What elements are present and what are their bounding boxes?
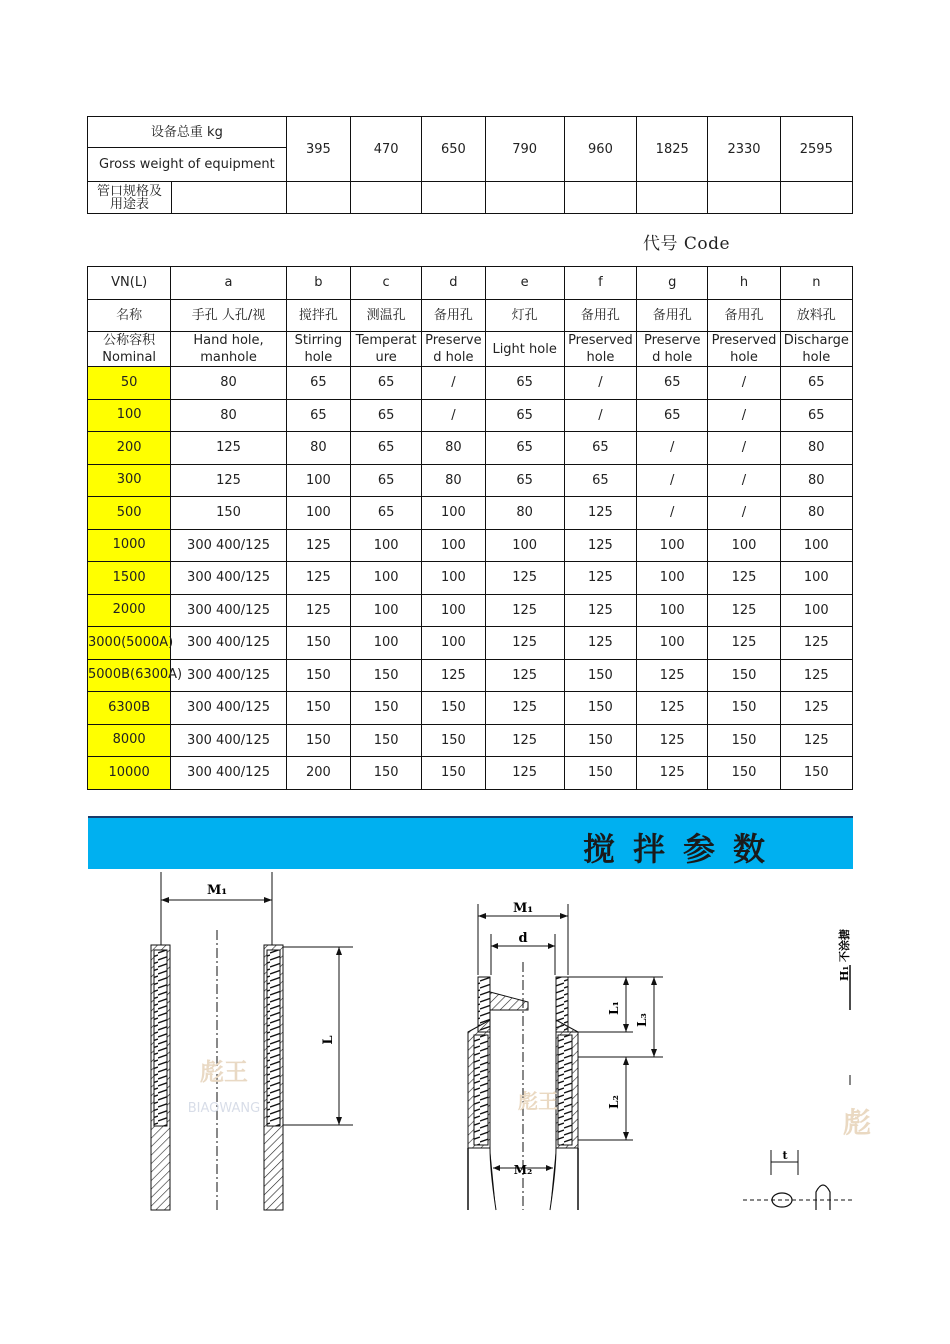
table-cell: 125 (286, 594, 350, 627)
empty-cell (708, 182, 780, 214)
table-cell: 125 (780, 659, 852, 692)
name-en-line: Preserved (711, 333, 777, 348)
table-row (88, 659, 853, 692)
table-row (88, 529, 853, 562)
code-cell: g (637, 267, 708, 300)
table-cell: 100 (286, 497, 350, 530)
table-cell: 65 (564, 432, 636, 465)
table-cell: 125 (485, 594, 564, 627)
nominal-volume-cell: 10000 (88, 757, 171, 790)
name-en-line: ure (375, 350, 397, 365)
name-cn-cell: 备用孔 (637, 299, 708, 332)
table-cell: 125 (780, 692, 852, 725)
name-cn-row (88, 299, 853, 332)
table-cell: 150 (422, 692, 485, 725)
code-cell: e (485, 267, 564, 300)
table-cell: 100 (637, 594, 708, 627)
name-en-cell (171, 332, 286, 367)
table-cell: 100 (637, 562, 708, 595)
weight-value: 470 (351, 117, 422, 182)
code-cell: a (171, 267, 286, 300)
table-row (88, 497, 853, 530)
name-cn-cell: 备用孔 (708, 299, 780, 332)
table-cell: 65 (351, 464, 422, 497)
weight-label-cn: 设备总重 kg (88, 117, 287, 148)
drawing-right-partial (743, 929, 871, 1210)
table-cell: 125 (708, 594, 780, 627)
table-cell: 150 (351, 757, 422, 790)
table-row (88, 432, 853, 465)
weight-value: 790 (485, 117, 564, 182)
table-cell: 200 (286, 757, 350, 790)
name-en-cell (708, 332, 780, 367)
table-cell: / (708, 432, 780, 465)
name-en-line: Temperat (355, 333, 417, 348)
name-en-line: Preserve (643, 333, 701, 348)
table-cell: 80 (422, 432, 485, 465)
table-cell: 125 (637, 757, 708, 790)
name-en-row (88, 332, 853, 367)
nominal-volume-cell: 1000 (88, 529, 171, 562)
empty-cell (780, 182, 852, 214)
table-cell: 150 (286, 724, 350, 757)
name-en-line: Hand hole, (193, 333, 264, 348)
table-cell: 150 (564, 724, 636, 757)
table-cell: 125 (171, 432, 286, 465)
name-en-line: d hole (433, 350, 474, 365)
table-cell: 125 (485, 692, 564, 725)
table-row (88, 724, 853, 757)
label-l1: L₁ (607, 1001, 621, 1015)
name-cn-cell: 灯孔 (485, 299, 564, 332)
table-cell: 65 (286, 399, 350, 432)
table-cell: 300 400/125 (171, 562, 286, 595)
nominal-volume-cell: 200 (88, 432, 171, 465)
table-cell: 100 (637, 529, 708, 562)
table-cell: 125 (637, 659, 708, 692)
nominal-volume-cell: 3000(5000A) (88, 627, 171, 660)
table-cell: 100 (351, 627, 422, 660)
code-cell: f (564, 267, 636, 300)
table-cell: 65 (351, 432, 422, 465)
table-cell: 125 (485, 757, 564, 790)
code-cell: h (708, 267, 780, 300)
table-cell: 100 (780, 562, 852, 595)
name-en-cell (564, 332, 636, 367)
name-en-line: hole (730, 350, 758, 365)
name-cn-cell: 测温孔 (351, 299, 422, 332)
table-cell: / (422, 367, 485, 400)
table-cell: 80 (286, 432, 350, 465)
table-row (88, 692, 853, 725)
empty-cell (422, 182, 485, 214)
table-cell: 150 (286, 627, 350, 660)
table-cell: 125 (286, 529, 350, 562)
weight-value: 395 (286, 117, 350, 182)
name-en-line: manhole (200, 350, 257, 365)
table-cell: 300 400/125 (171, 594, 286, 627)
table-cell: 80 (780, 432, 852, 465)
table-cell: 125 (485, 659, 564, 692)
weight-value: 650 (422, 117, 485, 182)
table-cell: / (708, 367, 780, 400)
empty-cell (286, 182, 350, 214)
name-cn-cell: 备用孔 (422, 299, 485, 332)
empty-cell (564, 182, 636, 214)
table-cell: 150 (422, 724, 485, 757)
table-row (88, 464, 853, 497)
table-cell: 65 (485, 367, 564, 400)
table-cell: 150 (708, 659, 780, 692)
label-h1: H₁ 不涂搪 (838, 928, 851, 982)
table-cell: 150 (171, 497, 286, 530)
table-cell: 100 (780, 529, 852, 562)
name-en-line: Light hole (492, 341, 557, 357)
name-en-line: hole (304, 350, 333, 365)
name-en-line: Stirring (294, 333, 343, 348)
code-cell: n (780, 267, 852, 300)
table-cell: 80 (422, 464, 485, 497)
name-cn-cell: 名称 (88, 299, 171, 332)
table-cell: / (637, 432, 708, 465)
nominal-volume-cell: 6300B (88, 692, 171, 725)
watermark: 彪王 (200, 1058, 248, 1086)
table-cell: 150 (780, 757, 852, 790)
table-cell: / (637, 497, 708, 530)
name-en-line: Nominal (102, 350, 157, 365)
name-en-line: Preserved (568, 333, 633, 348)
nozzle-table-body (88, 267, 853, 790)
table-cell: 125 (637, 724, 708, 757)
table-cell: 150 (351, 724, 422, 757)
table-cell: 100 (708, 529, 780, 562)
table-row (88, 627, 853, 660)
code-label: 代号 Code (643, 234, 731, 254)
table-row (88, 562, 853, 595)
table-cell: 65 (485, 464, 564, 497)
table-cell: 300 400/125 (171, 529, 286, 562)
table-cell: / (422, 399, 485, 432)
name-en-line: Discharge (783, 333, 849, 348)
table-cell: 65 (485, 432, 564, 465)
table-cell: 100 (422, 594, 485, 627)
table-cell: 125 (422, 659, 485, 692)
nominal-volume-cell: 2000 (88, 594, 171, 627)
table-cell: 150 (708, 757, 780, 790)
table-cell: / (637, 464, 708, 497)
nominal-volume-cell: 50 (88, 367, 171, 400)
table-cell: 65 (780, 367, 852, 400)
svg-text:彪: 彪 (843, 1106, 872, 1139)
nozzle-spec-line2: 用途表 (109, 196, 149, 212)
name-cn-cell: 备用孔 (564, 299, 636, 332)
table-cell: 150 (286, 692, 350, 725)
table-cell: 125 (564, 594, 636, 627)
label-d: d (518, 931, 528, 946)
table-cell: 300 400/125 (171, 692, 286, 725)
empty-cell (637, 182, 708, 214)
nominal-volume-cell: 500 (88, 497, 171, 530)
code-row (88, 267, 853, 300)
table-cell: 150 (564, 757, 636, 790)
table-cell: 65 (485, 399, 564, 432)
nominal-volume-cell: 100 (88, 399, 171, 432)
table-cell: 65 (780, 399, 852, 432)
table-cell: 80 (485, 497, 564, 530)
table-cell: 100 (485, 529, 564, 562)
drawing-left (151, 872, 353, 1210)
table-cell: 100 (780, 594, 852, 627)
weight-table (87, 116, 853, 214)
table-cell: 125 (564, 529, 636, 562)
table-cell: 125 (485, 627, 564, 660)
name-en-cell (88, 332, 171, 367)
empty-cell (485, 182, 564, 214)
table-cell: 150 (286, 659, 350, 692)
table-cell: 125 (780, 627, 852, 660)
table-cell: 65 (286, 367, 350, 400)
table-cell: 125 (485, 562, 564, 595)
table-cell: 100 (422, 497, 485, 530)
code-cell: c (351, 267, 422, 300)
name-en-cell (351, 332, 422, 367)
table-cell: 100 (351, 562, 422, 595)
name-en-cell (637, 332, 708, 367)
name-cn-cell: 放料孔 (780, 299, 852, 332)
code-cell: b (286, 267, 350, 300)
table-cell: / (564, 399, 636, 432)
label-l: L (321, 1035, 336, 1045)
weight-value: 1825 (637, 117, 708, 182)
table-row (88, 399, 853, 432)
table-cell: 300 400/125 (171, 724, 286, 757)
table-cell: 300 400/125 (171, 627, 286, 660)
table-cell: 80 (171, 367, 286, 400)
label-m2: M₂ (513, 1163, 533, 1177)
weight-value: 2330 (708, 117, 780, 182)
name-en-line: Preserve (425, 333, 482, 348)
label-l3: L₃ (635, 1013, 649, 1027)
table-cell: 125 (286, 562, 350, 595)
table-cell: 125 (564, 562, 636, 595)
label-m1b: M₁ (512, 901, 534, 916)
table-cell: / (708, 497, 780, 530)
name-en-line: hole (802, 350, 831, 365)
table-cell: 80 (780, 497, 852, 530)
name-en-line: hole (586, 350, 615, 365)
watermark-en: BIAOWANG (187, 1101, 261, 1116)
table-cell: 125 (564, 627, 636, 660)
label-t: t (782, 1149, 788, 1162)
table-row (88, 594, 853, 627)
table-cell: 300 400/125 (171, 757, 286, 790)
table-cell: 100 (286, 464, 350, 497)
table-cell: / (708, 464, 780, 497)
nominal-volume-cell: 5000B(6300A) (88, 659, 171, 692)
nozzle-spec-label (88, 182, 287, 214)
name-en-line: 公称容积 (103, 333, 156, 348)
name-en-cell (780, 332, 852, 367)
table-cell: 150 (351, 692, 422, 725)
table-cell: 65 (351, 399, 422, 432)
table-cell: 150 (422, 757, 485, 790)
table-cell: 80 (780, 464, 852, 497)
table-cell: / (708, 399, 780, 432)
name-cn-cell: 手孔 人孔/视 (171, 299, 286, 332)
nominal-volume-cell: 8000 (88, 724, 171, 757)
code-cell: d (422, 267, 485, 300)
table-cell: 125 (564, 497, 636, 530)
label-l2: L₂ (607, 1095, 621, 1109)
table-cell: 125 (780, 724, 852, 757)
nozzle-table (87, 266, 853, 790)
table-cell: 125 (485, 724, 564, 757)
table-cell: 65 (564, 464, 636, 497)
drawing-middle (468, 901, 663, 1210)
table-cell: 100 (637, 627, 708, 660)
table-cell: 100 (422, 562, 485, 595)
nozzle-spec-line1: 管口规格及 (96, 183, 162, 199)
table-cell: 125 (708, 627, 780, 660)
label-m1: M₁ (206, 883, 228, 898)
table-row (88, 757, 853, 790)
table-cell: 125 (171, 464, 286, 497)
section-header-bar (88, 816, 853, 869)
table-cell: 100 (351, 529, 422, 562)
table-cell: 80 (171, 399, 286, 432)
table-cell: 100 (351, 594, 422, 627)
table-cell: 65 (351, 497, 422, 530)
technical-drawings (88, 870, 872, 1210)
table-cell: 100 (422, 529, 485, 562)
table-cell: 150 (351, 659, 422, 692)
table-cell: 150 (564, 692, 636, 725)
weight-value: 960 (564, 117, 636, 182)
table-cell: 150 (564, 659, 636, 692)
table-cell: 150 (708, 724, 780, 757)
table-cell: 100 (422, 627, 485, 660)
watermark: 彪王 (518, 1089, 558, 1113)
code-cell: VN(L) (88, 267, 171, 300)
table-cell: 65 (351, 367, 422, 400)
name-cn-cell: 搅拌孔 (286, 299, 350, 332)
table-cell: 125 (637, 692, 708, 725)
name-en-line: d hole (652, 350, 693, 365)
section-title: 搅拌参数 (582, 830, 783, 868)
weight-value: 2595 (780, 117, 852, 182)
nominal-volume-cell: 300 (88, 464, 171, 497)
nominal-volume-cell: 1500 (88, 562, 171, 595)
name-en-cell (485, 332, 564, 367)
weight-label-en: Gross weight of equipment (88, 148, 287, 182)
table-row (88, 367, 853, 400)
table-cell: 65 (637, 399, 708, 432)
table-cell: 300 400/125 (171, 659, 286, 692)
name-en-cell (422, 332, 485, 367)
table-cell: 125 (708, 562, 780, 595)
name-en-cell (286, 332, 350, 367)
table-cell: 65 (637, 367, 708, 400)
empty-cell (351, 182, 422, 214)
table-cell: 150 (708, 692, 780, 725)
table-cell: / (564, 367, 636, 400)
